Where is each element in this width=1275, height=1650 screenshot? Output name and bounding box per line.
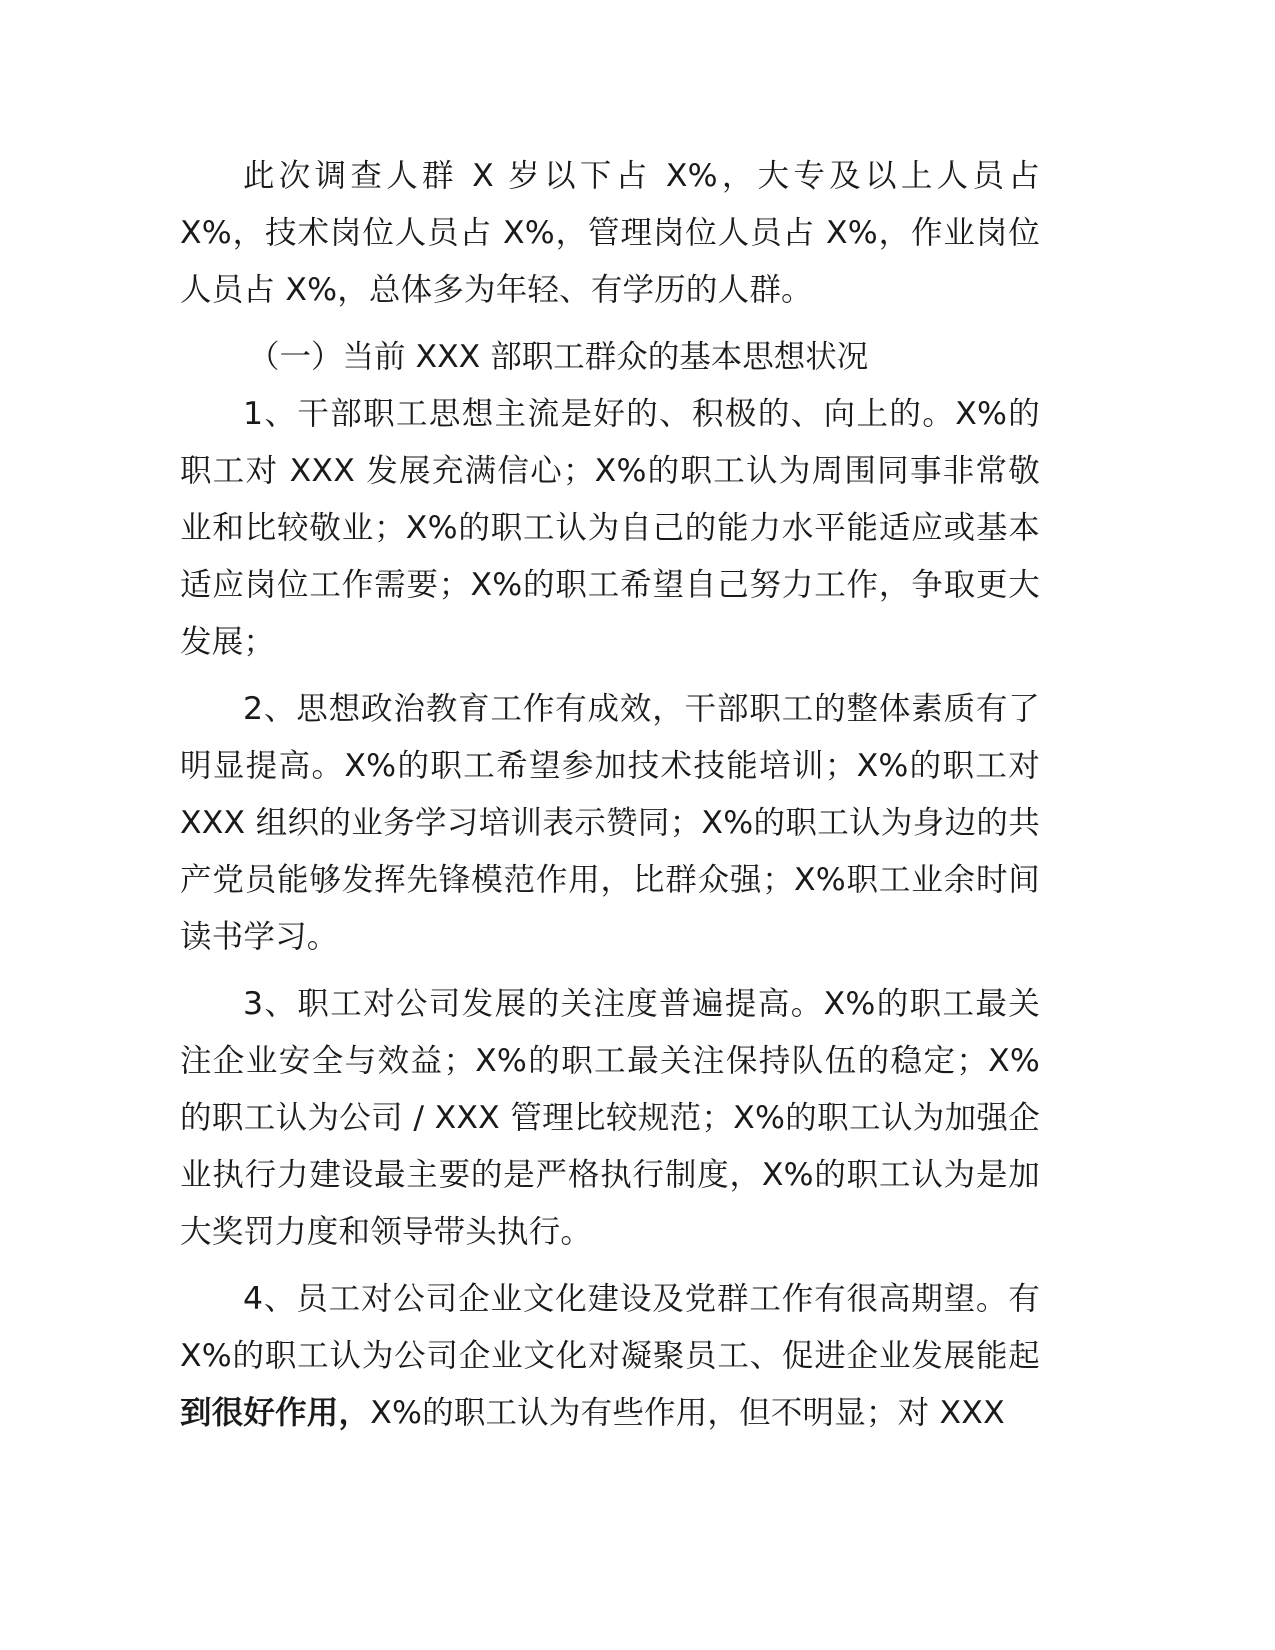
- item-4-text-start: 4、员工对公司企业文化建设及党群工作有很高期望。有 X%的职工认为公司企业文化对凝聚员工、促进企业发展能起: [180, 1281, 1040, 1374]
- item-4-text-end: X%的职工认为有些作用，但不明显；对 XXX: [370, 1395, 1005, 1431]
- item-4-bold-text: 到很好作用，: [180, 1395, 371, 1431]
- item-1-paragraph: 1、干部职工思想主流是好的、积极的、向上的。X%的职工对 XXX 发展充满信心；X%的职工认为周围同事非常敬业和比较敬业；X%的职工认为自己的能力水平能适应或基本适应岗位工作需要；X%的职工希望自己努力工作，争取更大发展；: [180, 396, 1040, 660]
- item-3-paragraph: 3、职工对公司发展的关注度普遍提高。X%的职工最关注企业安全与效益；X%的职工最关注保持队伍的稳定；X%的职工认为公司 / XXX 管理比较规范；X%的职工认为加强企业执行力建设最主要的是严格执行制度，X%的职工认为是加大奖罚力度和领导带头执行。: [180, 986, 1040, 1250]
- item-2-paragraph: 2、思想政治教育工作有成效，干部职工的整体素质有了明显提高。X%的职工希望参加技术技能培训；X%的职工对 XXX 组织的业务学习培训表示赞同；X%的职工认为身边的共产党员能够发挥先锋模范作用，比群众强；X%职工业余时间读书学习。: [180, 691, 1040, 955]
- section-heading: （一）当前 XXX 部职工群众的基本思想状况: [248, 339, 869, 375]
- item-4-paragraph: [180, 1271, 1040, 1442]
- intro-paragraph: 此次调查人群 X 岁以下占 X%，大专及以上人员占 X%，技术岗位人员占 X%，管理岗位人员占 X%，作业岗位人员占 X%，总体多为年轻、有学历的人群。: [180, 158, 1040, 308]
- document-page: [180, 148, 1040, 1442]
